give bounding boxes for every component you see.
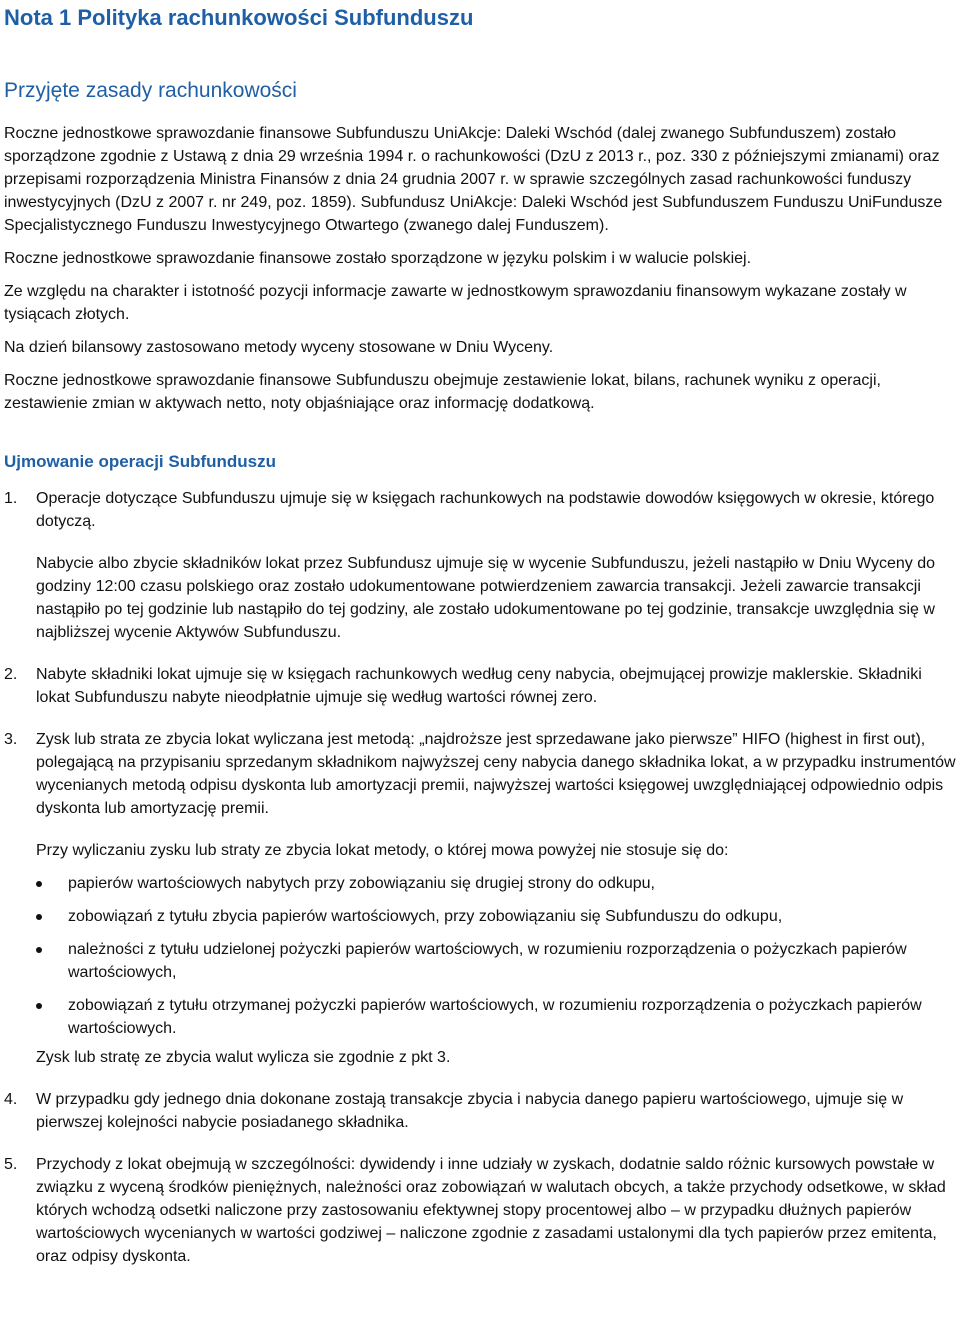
list-item-text: W przypadku gdy jednego dnia dokonane zostają transakcje zbycia i nabycia danego papieru wartościowego, ujmuje się w pierwszej kolejności nabycie posiadanego składnika. <box>36 1091 904 1131</box>
bullet-text: zobowiązań z tytułu zbycia papierów wartościowych, przy zobowiązaniu się Subfunduszu do odkupu, <box>68 908 783 925</box>
bullet-dot-icon <box>36 881 42 887</box>
bullet-item <box>36 994 958 1040</box>
list-item <box>4 728 958 1069</box>
list-item-number: 4. <box>4 1091 18 1108</box>
list-item-text: Nabyte składniki lokat ujmuje się w księgach rachunkowych według ceny nabycia, obejmującej prowizje maklerskie. Składniki lokat Subfunduszu nabyte nieodpłatnie ujmuje się według wartości równej zero. <box>36 666 922 706</box>
bullet-dot-icon <box>36 1003 42 1009</box>
list-item-text: Zysk lub strata ze zbycia lokat wyliczana jest metodą: „najdroższe jest sprzedawane jako pierwsze” HIFO (highest in first out), polegającą na przypisaniu sprzedanym składnikom najwyższej ceny nabycia danego składnika lokat, a w przypadku instrumentów wycenianych metodą odpisu dyskonta lub amortyzacji premii, najwyższej wartości księgowej uwzględniającej odpowiednio odpis dyskonta lub amortyzację premii. <box>36 731 956 817</box>
bullet-dot-icon <box>36 914 42 920</box>
list-item-outro: Zysk lub stratę ze zbycia walut wylicza sie zgodnie z pkt 3. <box>36 1049 451 1066</box>
list-item <box>4 663 958 709</box>
operations-list <box>4 487 958 1268</box>
list-item <box>4 1153 958 1268</box>
bullet-dot-icon <box>36 947 42 953</box>
bullet-text: papierów wartościowych nabytych przy zobowiązaniu się drugiej strony do odkupu, <box>68 875 655 892</box>
list-item-text: Przychody z lokat obejmują w szczególności: dywidendy i inne udziały w zyskach, dodatnie saldo różnic kursowych powstałe w związku z wyceną środków pieniężnych, należności oraz zobowiązań w walutach obcych, a także przychody odsetkowe, w skład których wchodzą odsetki naliczone przy zastosowaniu efektywnej stopy procentowej albo – w przypadku dłużnych papierów wartościowych wycenianych w wartości godziwej – naliczone zgodnie z zasadami ustalonymi dla tych papierów przez emitenta, oraz odpisy dyskonta. <box>36 1156 946 1265</box>
page-title: Nota 1 Polityka rachunkowości Subfunduszu <box>4 5 474 30</box>
list-item-extra: Nabycie albo zbycie składników lokat przez Subfundusz ujmuje się w wycenie Subfunduszu, jeżeli nastąpiło w Dniu Wyceny do godziny 12:00 czasu polskiego oraz zostało udokumentowane potwierdzeniem zawarcia transakcji. Jeżeli zawarcie transakcji nastąpiło po tej godzinie lub nastąpiło do tej godziny, ale zostało udokumentowane po tej godzinie, transakcje uwzględnia się w najbliższej wycenie Aktywów Subfunduszu. <box>36 555 935 641</box>
exclusions-bullet-list <box>36 872 958 1040</box>
list-item-number: 3. <box>4 731 18 748</box>
bullet-text: należności z tytułu udzielonej pożyczki papierów wartościowych, w rozumieniu rozporządzenia o pożyczkach papierów wartościowych, <box>68 941 907 981</box>
list-item-intro: Przy wyliczaniu zysku lub straty ze zbycia lokat metody, o której mowa powyżej nie stosuje się do: <box>36 842 729 859</box>
list-item <box>4 487 958 644</box>
list-item <box>4 1088 958 1134</box>
document-page <box>4 0 958 1268</box>
paragraph-valuation-methods: Na dzień bilansowy zastosowano metody wyceny stosowane w Dniu Wyceny. <box>4 339 554 356</box>
paragraph-legal-basis: Roczne jednostkowe sprawozdanie finansowe Subfunduszu UniAkcje: Daleki Wschód (dalej zwanego Subfunduszem) zostało sporządzone zgodnie z Ustawą z dnia 29 września 1994 r. o rachunkowości (DzU z 2013 r., poz. 330 z późniejszymi zmianami) oraz przepisami rozporządzenia Ministra Finansów z dnia 24 grudnia 2007 r. w sprawie szczególnych zasad rachunkowości funduszy inwestycyjnych (DzU z 2007 r. nr 249, poz. 1859). Subfundusz UniAkcje: Daleki Wschód jest Subfunduszem Funduszu UniFundusze Specjalistycznego Funduszu Inwestycyjnego Otwartego (zwanego dalej Funduszem). <box>4 125 943 234</box>
paragraph-thousands: Ze względu na charakter i istotność pozycji informacje zawarte w jednostkowym sprawozdaniu finansowym wykazane zostały w tysiącach złotych. <box>4 283 907 323</box>
section-heading-accounting-principles: Przyjęte zasady rachunkowości <box>4 79 297 102</box>
bullet-item <box>36 905 958 928</box>
paragraph-statement-contents: Roczne jednostkowe sprawozdanie finansowe Subfunduszu obejmuje zestawienie lokat, bilans, rachunek wyniku z operacji, zestawienie zmian w aktywach netto, noty objaśniające oraz informację dodatkową. <box>4 372 881 412</box>
paragraph-language-currency: Roczne jednostkowe sprawozdanie finansowe zostało sporządzone w języku polskim i w walucie polskiej. <box>4 250 752 267</box>
bullet-text: zobowiązań z tytułu otrzymanej pożyczki papierów wartościowych, w rozumieniu rozporządzenia o pożyczkach papierów wartościowych. <box>68 997 922 1037</box>
list-item-text: Operacje dotyczące Subfunduszu ujmuje się w księgach rachunkowych na podstawie dowodów księgowych w okresie, którego dotyczą. <box>36 490 935 530</box>
bullet-item <box>36 872 958 895</box>
list-item-number: 2. <box>4 666 18 683</box>
list-item-number: 5. <box>4 1156 18 1173</box>
section-heading-operations: Ujmowanie operacji Subfunduszu <box>4 452 277 471</box>
list-item-number: 1. <box>4 490 18 507</box>
bullet-item <box>36 938 958 984</box>
